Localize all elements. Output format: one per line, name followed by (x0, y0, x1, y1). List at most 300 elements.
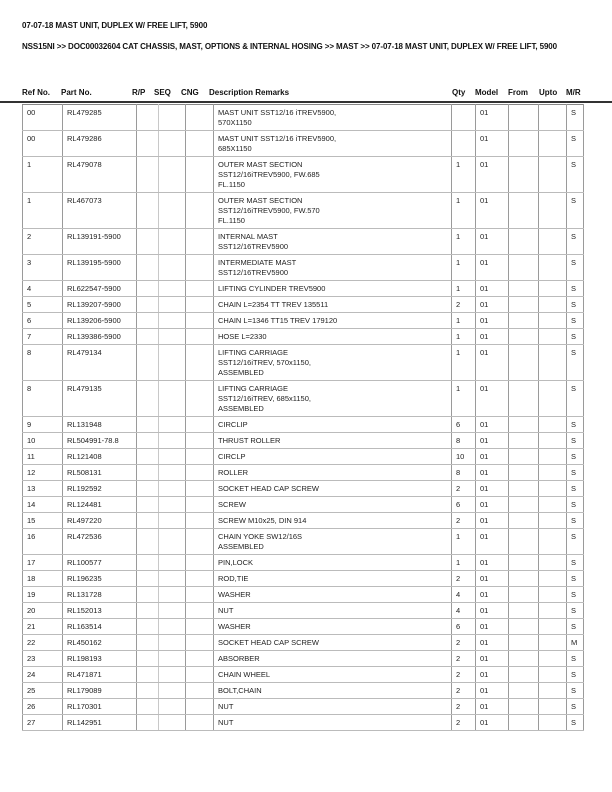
description-line: WASHER (218, 590, 251, 599)
model-cell: 01 (476, 229, 509, 255)
cng-cell (186, 329, 214, 345)
model-cell: 01 (476, 433, 509, 449)
mr-cell: S (567, 513, 584, 529)
from-cell (509, 465, 539, 481)
upto-cell (539, 417, 567, 433)
seq-cell (159, 571, 186, 587)
seq-cell (159, 513, 186, 529)
cng-cell (186, 715, 214, 731)
mr-cell: S (567, 345, 584, 381)
model-cell: 01 (476, 297, 509, 313)
model-cell: 01 (476, 513, 509, 529)
model-cell: 01 (476, 157, 509, 193)
table-row (23, 587, 584, 603)
cng-cell (186, 345, 214, 381)
qty-cell: 1 (452, 281, 476, 297)
upto-cell (539, 433, 567, 449)
part-no-cell: RL170301 (63, 699, 137, 715)
model-cell: 01 (476, 699, 509, 715)
model-cell: 01 (476, 481, 509, 497)
description-cell (214, 157, 452, 193)
model-cell: 01 (476, 313, 509, 329)
seq-cell (159, 715, 186, 731)
qty-cell: 2 (452, 651, 476, 667)
cng-cell (186, 619, 214, 635)
from-cell (509, 281, 539, 297)
upto-cell (539, 571, 567, 587)
table-row (23, 667, 584, 683)
cng-cell (186, 529, 214, 555)
description-line: SST12/16iTREV5900, FW.685 (218, 170, 320, 179)
description-line: SST12/16TREV5900 (218, 242, 289, 251)
description-line: NUT (218, 702, 234, 711)
description-cell (214, 683, 452, 699)
table-row (23, 651, 584, 667)
header-qty: Qty (452, 88, 466, 97)
ref-no-cell: 5 (23, 297, 63, 313)
model-cell: 01 (476, 715, 509, 731)
upto-cell (539, 481, 567, 497)
mr-cell: S (567, 651, 584, 667)
upto-cell (539, 715, 567, 731)
upto-cell (539, 281, 567, 297)
seq-cell (159, 683, 186, 699)
seq-cell (159, 297, 186, 313)
description-line: SST12/16iTREV, 570x1150, (218, 358, 311, 367)
rp-cell (137, 281, 159, 297)
part-no-cell: RL196235 (63, 571, 137, 587)
mr-cell: S (567, 555, 584, 571)
table-row (23, 465, 584, 481)
qty-cell: 2 (452, 699, 476, 715)
ref-no-cell: 14 (23, 497, 63, 513)
mr-cell: S (567, 715, 584, 731)
cng-cell (186, 433, 214, 449)
from-cell (509, 255, 539, 281)
description-line: CHAIN L=1346 TT15 TREV 179120 (218, 316, 338, 325)
description-cell (214, 255, 452, 281)
header-cng: CNG (181, 88, 199, 97)
description-cell (214, 381, 452, 417)
table-row (23, 619, 584, 635)
qty-cell: 2 (452, 481, 476, 497)
cng-cell (186, 635, 214, 651)
upto-cell (539, 297, 567, 313)
ref-no-cell: 25 (23, 683, 63, 699)
cng-cell (186, 193, 214, 229)
rp-cell (137, 651, 159, 667)
model-cell: 01 (476, 635, 509, 651)
parts-table-body (23, 105, 584, 731)
seq-cell (159, 699, 186, 715)
table-row (23, 635, 584, 651)
rp-cell (137, 587, 159, 603)
from-cell (509, 481, 539, 497)
part-no-cell: RL139191-5900 (63, 229, 137, 255)
ref-no-cell: 10 (23, 433, 63, 449)
part-no-cell: RL179089 (63, 683, 137, 699)
part-no-cell: RL131728 (63, 587, 137, 603)
ref-no-cell: 27 (23, 715, 63, 731)
mr-cell: S (567, 683, 584, 699)
description-cell (214, 513, 452, 529)
cng-cell (186, 603, 214, 619)
part-no-cell: RL450162 (63, 635, 137, 651)
ref-no-cell: 20 (23, 603, 63, 619)
upto-cell (539, 313, 567, 329)
description-line: ASSEMBLED (218, 368, 264, 377)
qty-cell: 6 (452, 619, 476, 635)
cng-cell (186, 255, 214, 281)
mr-cell: S (567, 105, 584, 131)
mr-cell: S (567, 603, 584, 619)
seq-cell (159, 619, 186, 635)
from-cell (509, 699, 539, 715)
cng-cell (186, 417, 214, 433)
rp-cell (137, 635, 159, 651)
qty-cell: 4 (452, 587, 476, 603)
upto-cell (539, 555, 567, 571)
description-line: NUT (218, 718, 234, 727)
upto-cell (539, 131, 567, 157)
qty-cell: 8 (452, 465, 476, 481)
description-cell (214, 529, 452, 555)
breadcrumb: NSS15NI >> DOC00032604 CAT CHASSIS, MAST, OPTIONS & INTERNAL HOSING >> MAST >> 07-07-18 MAST UNIT, DUPLEX W/ FREE LIFT, 5900 (22, 42, 557, 51)
table-row (23, 255, 584, 281)
part-no-cell: RL139195-5900 (63, 255, 137, 281)
table-row (23, 555, 584, 571)
ref-no-cell: 1 (23, 157, 63, 193)
model-cell: 01 (476, 381, 509, 417)
part-no-cell: RL622547-5900 (63, 281, 137, 297)
qty-cell: 1 (452, 313, 476, 329)
table-row (23, 417, 584, 433)
from-cell (509, 417, 539, 433)
header-seq: SEQ (154, 88, 171, 97)
table-row (23, 433, 584, 449)
rp-cell (137, 699, 159, 715)
rp-cell (137, 157, 159, 193)
part-no-cell: RL124481 (63, 497, 137, 513)
description-cell (214, 329, 452, 345)
part-no-cell: RL163514 (63, 619, 137, 635)
seq-cell (159, 281, 186, 297)
mr-cell: S (567, 297, 584, 313)
from-cell (509, 345, 539, 381)
ref-no-cell: 3 (23, 255, 63, 281)
rp-cell (137, 529, 159, 555)
seq-cell (159, 555, 186, 571)
description-cell (214, 131, 452, 157)
from-cell (509, 105, 539, 131)
seq-cell (159, 465, 186, 481)
upto-cell (539, 683, 567, 699)
description-cell (214, 699, 452, 715)
description-line: SST12/16TREV5900 (218, 268, 289, 277)
mr-cell: S (567, 313, 584, 329)
ref-no-cell: 21 (23, 619, 63, 635)
cng-cell (186, 683, 214, 699)
description-line: HOSE L=2330 (218, 332, 267, 341)
seq-cell (159, 131, 186, 157)
description-line: THRUST ROLLER (218, 436, 281, 445)
ref-no-cell: 16 (23, 529, 63, 555)
from-cell (509, 433, 539, 449)
table-row (23, 281, 584, 297)
ref-no-cell: 17 (23, 555, 63, 571)
ref-no-cell: 9 (23, 417, 63, 433)
description-line: SCREW (218, 500, 246, 509)
description-line: MAST UNIT SST12/16 iTREV5900, (218, 108, 337, 117)
description-cell (214, 281, 452, 297)
mr-cell: S (567, 571, 584, 587)
rp-cell (137, 465, 159, 481)
seq-cell (159, 635, 186, 651)
from-cell (509, 229, 539, 255)
model-cell: 01 (476, 571, 509, 587)
part-no-cell: RL471871 (63, 667, 137, 683)
qty-cell: 10 (452, 449, 476, 465)
description-cell (214, 313, 452, 329)
table-row (23, 297, 584, 313)
header-description: Description Remarks (209, 88, 290, 97)
ref-no-cell: 12 (23, 465, 63, 481)
seq-cell (159, 449, 186, 465)
description-line: CHAIN WHEEL (218, 670, 271, 679)
upto-cell (539, 157, 567, 193)
description-line: CIRCLIP (218, 420, 248, 429)
model-cell: 01 (476, 587, 509, 603)
part-no-cell: RL139206-5900 (63, 313, 137, 329)
qty-cell: 2 (452, 683, 476, 699)
description-line: LIFTING CARRIAGE (218, 384, 289, 393)
description-line: CHAIN YOKE SW12/16S (218, 532, 303, 541)
part-no-cell: RL139386-5900 (63, 329, 137, 345)
description-cell (214, 619, 452, 635)
mr-cell: S (567, 667, 584, 683)
seq-cell (159, 329, 186, 345)
table-row (23, 329, 584, 345)
from-cell (509, 619, 539, 635)
header-upto: Upto (539, 88, 558, 97)
description-line: SOCKET HEAD CAP SCREW (218, 484, 319, 493)
description-cell (214, 229, 452, 255)
qty-cell: 2 (452, 571, 476, 587)
rp-cell (137, 619, 159, 635)
rp-cell (137, 449, 159, 465)
mr-cell: S (567, 529, 584, 555)
mr-cell: M (567, 635, 584, 651)
header-divider (0, 101, 612, 103)
model-cell: 01 (476, 497, 509, 513)
description-line: SST12/16iTREV5900, FW.570 (218, 206, 320, 215)
qty-cell: 1 (452, 555, 476, 571)
table-row (23, 105, 584, 131)
mr-cell: S (567, 229, 584, 255)
part-no-cell: RL139207-5900 (63, 297, 137, 313)
qty-cell: 8 (452, 433, 476, 449)
cng-cell (186, 497, 214, 513)
description-line: WASHER (218, 622, 251, 631)
header-model: Model (475, 88, 499, 97)
qty-cell: 2 (452, 635, 476, 651)
cng-cell (186, 229, 214, 255)
mr-cell: S (567, 131, 584, 157)
model-cell: 01 (476, 329, 509, 345)
model-cell: 01 (476, 281, 509, 297)
ref-no-cell: 8 (23, 381, 63, 417)
description-cell (214, 603, 452, 619)
qty-cell: 2 (452, 667, 476, 683)
description-cell (214, 433, 452, 449)
header-from: From (508, 88, 528, 97)
mr-cell: S (567, 193, 584, 229)
upto-cell (539, 329, 567, 345)
qty-cell: 1 (452, 345, 476, 381)
from-cell (509, 381, 539, 417)
cng-cell (186, 449, 214, 465)
upto-cell (539, 513, 567, 529)
qty-cell: 1 (452, 529, 476, 555)
rp-cell (137, 571, 159, 587)
table-row (23, 193, 584, 229)
upto-cell (539, 619, 567, 635)
ref-no-cell: 19 (23, 587, 63, 603)
ref-no-cell: 4 (23, 281, 63, 297)
part-no-cell: RL508131 (63, 465, 137, 481)
description-line: ASSEMBLED (218, 404, 264, 413)
description-line: ROLLER (218, 468, 249, 477)
seq-cell (159, 529, 186, 555)
description-cell (214, 651, 452, 667)
seq-cell (159, 313, 186, 329)
rp-cell (137, 683, 159, 699)
part-no-cell: RL198193 (63, 651, 137, 667)
part-no-cell: RL100577 (63, 555, 137, 571)
ref-no-cell: 22 (23, 635, 63, 651)
qty-cell: 1 (452, 381, 476, 417)
description-line: CHAIN L=2354 TT TREV 135511 (218, 300, 329, 309)
seq-cell (159, 603, 186, 619)
table-row (23, 699, 584, 715)
description-cell (214, 481, 452, 497)
seq-cell (159, 433, 186, 449)
upto-cell (539, 497, 567, 513)
table-row (23, 229, 584, 255)
rp-cell (137, 105, 159, 131)
qty-cell: 4 (452, 603, 476, 619)
from-cell (509, 513, 539, 529)
qty-cell: 1 (452, 329, 476, 345)
model-cell: 01 (476, 651, 509, 667)
from-cell (509, 635, 539, 651)
table-row (23, 513, 584, 529)
rp-cell (137, 715, 159, 731)
upto-cell (539, 635, 567, 651)
qty-cell: 6 (452, 497, 476, 513)
description-line: CIRCLP (218, 452, 246, 461)
from-cell (509, 571, 539, 587)
model-cell: 01 (476, 667, 509, 683)
mr-cell: S (567, 699, 584, 715)
model-cell: 01 (476, 345, 509, 381)
table-row (23, 345, 584, 381)
rp-cell (137, 481, 159, 497)
rp-cell (137, 513, 159, 529)
upto-cell (539, 699, 567, 715)
ref-no-cell: 18 (23, 571, 63, 587)
part-no-cell: RL131948 (63, 417, 137, 433)
upto-cell (539, 465, 567, 481)
from-cell (509, 603, 539, 619)
description-cell (214, 635, 452, 651)
table-row (23, 683, 584, 699)
ref-no-cell: 2 (23, 229, 63, 255)
mr-cell: S (567, 587, 584, 603)
description-cell (214, 587, 452, 603)
from-cell (509, 587, 539, 603)
cng-cell (186, 481, 214, 497)
mr-cell: S (567, 481, 584, 497)
from-cell (509, 715, 539, 731)
table-row (23, 571, 584, 587)
rp-cell (137, 433, 159, 449)
rp-cell (137, 345, 159, 381)
model-cell: 01 (476, 465, 509, 481)
cng-cell (186, 651, 214, 667)
cng-cell (186, 157, 214, 193)
description-line: 570X1150 (218, 118, 252, 127)
part-no-cell: RL152013 (63, 603, 137, 619)
description-line: OUTER MAST SECTION (218, 160, 303, 169)
rp-cell (137, 193, 159, 229)
seq-cell (159, 667, 186, 683)
parts-table (22, 104, 584, 731)
from-cell (509, 651, 539, 667)
upto-cell (539, 667, 567, 683)
description-cell (214, 417, 452, 433)
header-rp: R/P (132, 88, 146, 97)
mr-cell: S (567, 465, 584, 481)
cng-cell (186, 667, 214, 683)
rp-cell (137, 555, 159, 571)
description-cell (214, 449, 452, 465)
header-ref-no: Ref No. (22, 88, 50, 97)
description-line: FL.1150 (218, 180, 245, 189)
model-cell: 01 (476, 417, 509, 433)
ref-no-cell: 11 (23, 449, 63, 465)
ref-no-cell: 8 (23, 345, 63, 381)
rp-cell (137, 297, 159, 313)
description-cell (214, 193, 452, 229)
rp-cell (137, 417, 159, 433)
description-line: 685X1150 (218, 144, 252, 153)
ref-no-cell: 00 (23, 105, 63, 131)
cng-cell (186, 381, 214, 417)
qty-cell: 2 (452, 297, 476, 313)
upto-cell (539, 105, 567, 131)
table-row (23, 497, 584, 513)
header-part-no: Part No. (61, 88, 92, 97)
part-no-cell: RL467073 (63, 193, 137, 229)
model-cell: 01 (476, 619, 509, 635)
upto-cell (539, 603, 567, 619)
description-line: SCREW M10x25, DIN 914 (218, 516, 307, 525)
description-cell (214, 667, 452, 683)
mr-cell: S (567, 281, 584, 297)
upto-cell (539, 529, 567, 555)
from-cell (509, 313, 539, 329)
